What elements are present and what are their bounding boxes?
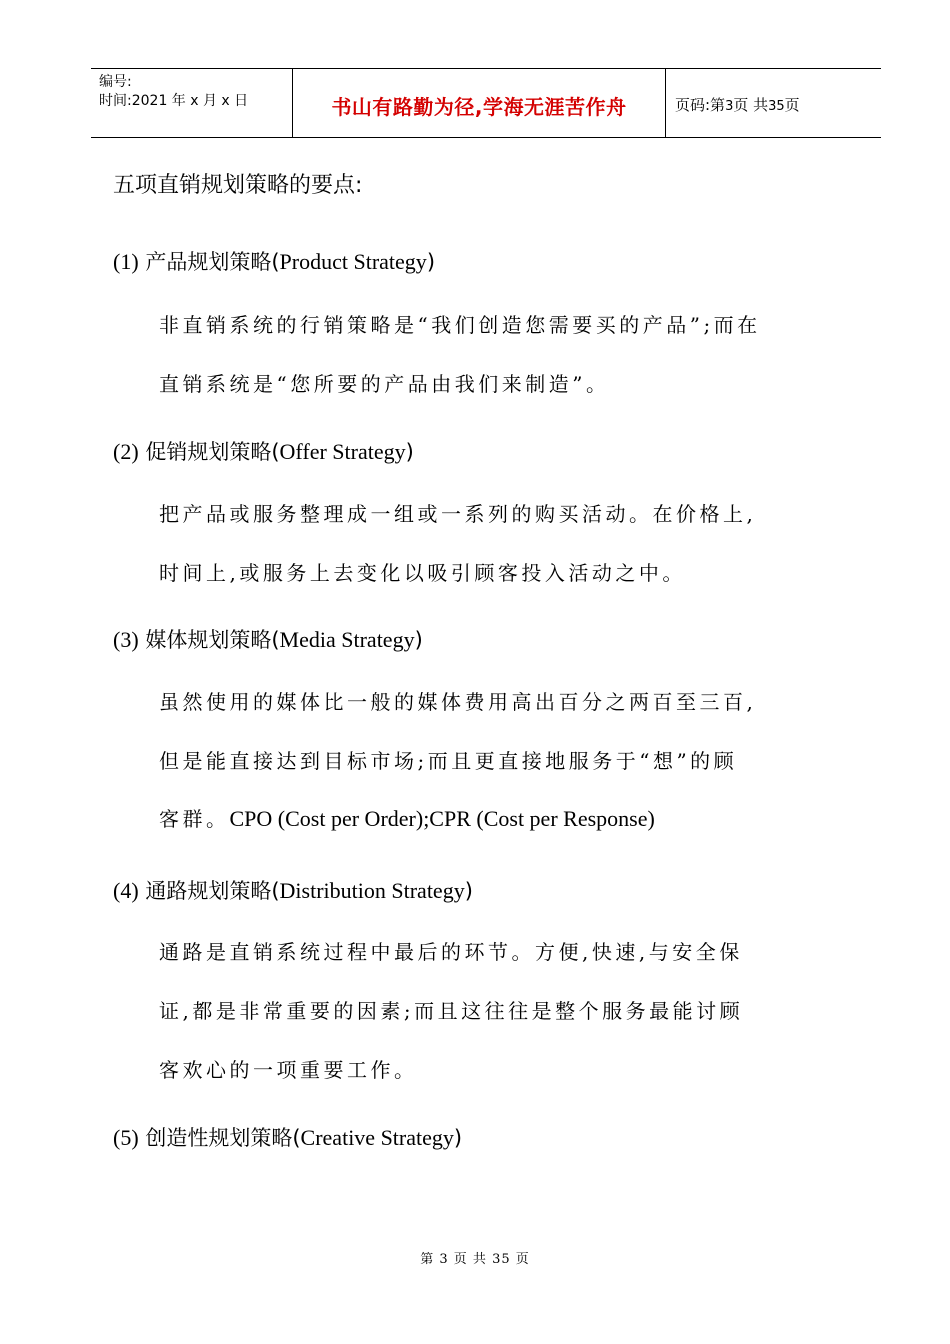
section-number: (1) bbox=[113, 249, 139, 274]
page-mid: 页 共 bbox=[733, 96, 769, 114]
section-title bbox=[113, 875, 473, 905]
document-heading: 五项直销规划策略的要点: bbox=[113, 173, 363, 198]
section-title-close: ) bbox=[453, 1126, 463, 1150]
paragraph-line: 非直销系统的行销策略是“我们创造您需要买的产品”;而在 bbox=[159, 313, 761, 337]
page-header bbox=[91, 68, 881, 138]
header-meta bbox=[99, 73, 248, 111]
section-title-cn: 创造性规划策略( bbox=[145, 1126, 301, 1150]
section-title-en: Product Strategy bbox=[279, 249, 427, 274]
section-title-cn: 促销规划策略( bbox=[145, 440, 280, 464]
section-title-cn: 产品规划策略( bbox=[145, 250, 280, 274]
time-label: 时间:2021 年 x 月 x 日 bbox=[99, 93, 249, 109]
paragraph-line: 直销系统是“您所要的产品由我们来制造”。 bbox=[159, 372, 610, 396]
section-number: (5) bbox=[113, 1125, 139, 1150]
section-title bbox=[113, 436, 414, 466]
section-title-close: ) bbox=[426, 250, 436, 274]
section-title-cn: 通路规划策略( bbox=[145, 879, 280, 903]
page-current: 3 bbox=[725, 99, 734, 114]
section-title-en: Distribution Strategy bbox=[279, 878, 465, 903]
section-number: (3) bbox=[113, 627, 139, 652]
section-title-en: Media Strategy bbox=[279, 627, 415, 652]
number-label: 编号: bbox=[99, 74, 132, 90]
section-title-close: ) bbox=[414, 628, 423, 652]
paragraph-line: 时间上,或服务上去变化以吸引顾客投入活动之中。 bbox=[159, 561, 686, 585]
section-title-en: Creative Strategy bbox=[300, 1125, 454, 1150]
footer-total: 35 bbox=[492, 1252, 511, 1267]
page-total: 35 bbox=[768, 99, 785, 114]
section-title bbox=[113, 246, 435, 276]
paragraph-text-en: CPO (Cost per Order);CPR (Cost per Response) bbox=[229, 806, 655, 831]
section-title bbox=[113, 1122, 462, 1152]
footer-prefix: 第 bbox=[420, 1252, 435, 1267]
paragraph-line bbox=[159, 803, 655, 832]
section-title-cn: 媒体规划策略( bbox=[145, 628, 280, 652]
page-prefix: 页码:第 bbox=[675, 96, 726, 114]
page-suffix: 页 bbox=[784, 96, 800, 114]
section-title bbox=[113, 624, 423, 654]
section-title-close: ) bbox=[464, 879, 473, 903]
footer-current: 3 bbox=[439, 1252, 449, 1267]
footer-mid: 页 共 bbox=[453, 1252, 487, 1267]
section-title-close: ) bbox=[405, 440, 414, 464]
section-number: (2) bbox=[113, 439, 139, 464]
header-motto: 书山有路勤为径,学海无涯苦作舟 bbox=[331, 95, 627, 119]
paragraph-line: 客欢心的一项重要工作。 bbox=[159, 1058, 418, 1082]
header-divider bbox=[665, 69, 666, 137]
paragraph-line: 通路是直销系统过程中最后的环节。方便,快速,与安全保 bbox=[159, 940, 743, 964]
paragraph-line: 但是能直接达到目标市场;而且更直接地服务于“想”的顾 bbox=[159, 749, 738, 773]
paragraph-line: 虽然使用的媒体比一般的媒体费用高出百分之两百至三百, bbox=[159, 690, 757, 714]
paragraph-line: 证,都是非常重要的因素;而且这往往是整个服务最能讨顾 bbox=[159, 999, 744, 1023]
paragraph-line: 把产品或服务整理成一组或一系列的购买活动。在价格上, bbox=[159, 502, 757, 526]
footer-suffix: 页 bbox=[515, 1252, 530, 1267]
header-page-number bbox=[675, 94, 800, 115]
section-number: (4) bbox=[113, 878, 139, 903]
paragraph-text-cn: 客群。 bbox=[159, 807, 230, 831]
page-footer bbox=[0, 1248, 950, 1267]
section-title-en: Offer Strategy bbox=[279, 439, 406, 464]
